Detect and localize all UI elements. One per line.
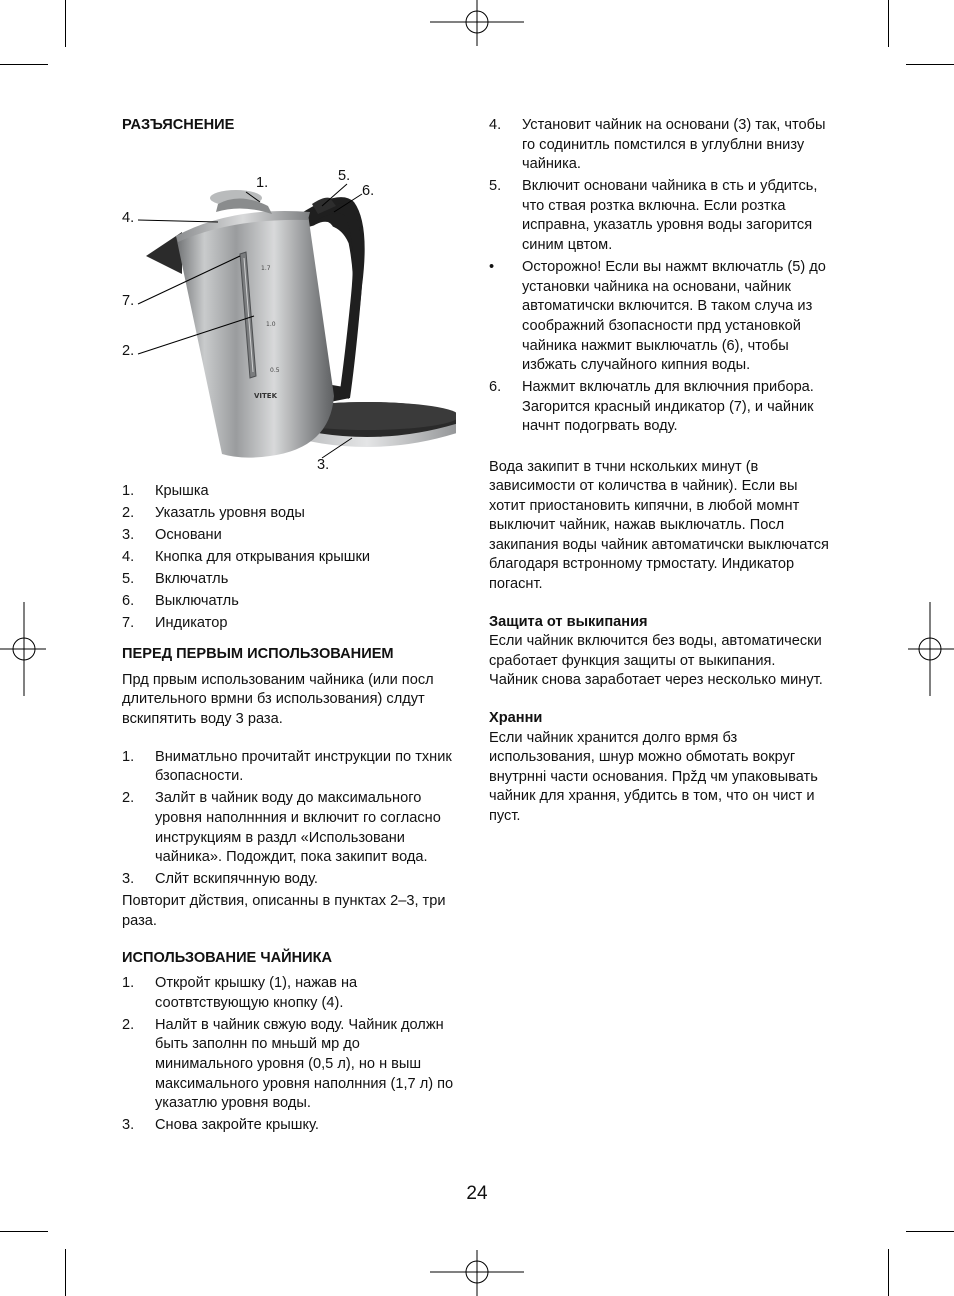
registration-mark-icon: [430, 0, 524, 46]
kettle-illustration: [122, 136, 456, 482]
right-column: [489, 116, 829, 827]
before-first-use-outro: Повторит дйствия, описанны в пунктах 2–3, три раза.: [122, 893, 446, 929]
page-number: 24: [466, 1183, 488, 1204]
kettle-figure: [122, 136, 456, 482]
callout-5: 5.: [338, 167, 351, 184]
list-item: 1. Вниматльно прочитайт инструкции по тхник бзопасности.: [122, 748, 452, 785]
list-item: 2. Залйт в чайник воду до максимального уровня наполннния и включит го согласно инструкциям в раздл «Использовани чайника». Подождит, пока закипит вода.: [122, 790, 441, 866]
before-first-use-intro: Прд првым использованим чайника (или посл длительного врмни бз использования) слдут вскипятить воду 3 раза.: [122, 671, 434, 728]
legend-item: 2. Указатль уровня воды: [122, 504, 305, 521]
storage-text: Если чайник хранится долго врмя бз использования, шнур можно обмотать вокруг внутрнні части основания. Прžд чм упаковывать чайник для храння, убдитсь в том, что он чист и пуст.: [489, 729, 818, 824]
left-column: [122, 116, 456, 1138]
list-item: 3. Слйт вскипячнную воду.: [122, 871, 318, 888]
list-item: 1. Откройт крышку (1), нажав на соотвтствующую кнопку (4).: [122, 975, 358, 1011]
section-title-usage: ИСПОЛЬЗОВАНИЕ ЧАЙНИКА: [122, 950, 333, 967]
section-title-storage: Хранни: [489, 710, 543, 727]
callout-3: 3.: [317, 456, 330, 473]
svg-text:1.0: 1.0: [266, 320, 276, 328]
protection-text-1: Если чайник включится без воды, автоматически сработает функция защиты от выкипания.: [489, 633, 822, 669]
usage-steps-left: [122, 974, 456, 1136]
crop-mark: [906, 1231, 954, 1232]
callout-6: 6.: [362, 182, 375, 199]
kettle-brand-label: VITEK: [254, 391, 278, 400]
legend-item: 6. Выключатль: [122, 593, 239, 610]
callout-4: 4.: [122, 209, 135, 226]
callout-1: 1.: [256, 174, 269, 191]
list-item: 2. Налйт в чайник свжую воду. Чайник должн быть заполнн по мньшй мр до минимального уровня (0,5 л), но н выш максимального уровня наполнния (1,7 л) по указатлю уровня воды.: [122, 1016, 454, 1112]
legend-item: 5. Включатль: [122, 570, 229, 587]
crop-mark: [65, 1249, 66, 1296]
legend-item: 4. Кнопка для открывания крышки: [122, 548, 371, 565]
section-title-protection: Защита от выкипания: [489, 613, 648, 630]
protection-text-2: Чайник снова заработает через несколько минут.: [489, 672, 823, 689]
svg-text:0.5: 0.5: [270, 366, 280, 374]
parts-legend: [122, 482, 456, 634]
before-first-use-steps: [122, 748, 456, 890]
svg-text:1.7: 1.7: [261, 264, 271, 272]
warning-item: • Осторожно! Если вы нажмт включатль (5) до установки чайника на основани, чайник автоматичски включится. В таком случа из соображний бзопасности прд установкой чайника нажмит выключатль (6), чтобы избжать случайного кипния воды.: [489, 259, 826, 374]
legend-item: 3. Основани: [122, 526, 222, 543]
crop-mark: [65, 0, 66, 47]
legend-item: 1. Крышка: [122, 482, 209, 499]
usage-steps-right: [489, 116, 829, 437]
list-item: 4. Установит чайник на основани (3) так, чтобы го содинитль помстился в углублни внизу чайника.: [489, 117, 826, 173]
registration-mark-icon: [908, 602, 954, 696]
registration-mark-icon: [0, 602, 46, 696]
list-item: 3. Снова закройте крышку.: [122, 1117, 319, 1134]
section-title-overview: РАЗЪЯСНЕНИЕ: [122, 117, 235, 133]
crop-mark: [888, 0, 889, 47]
callout-2: 2.: [122, 342, 135, 359]
list-item: 5. Включит основани чайника в сть и убдитсь, что ствая розтка включна. Если розтка исправна, указатль уровня воды загорится синим цвтом.: [489, 178, 818, 254]
registration-mark-icon: [430, 1250, 524, 1296]
crop-mark: [0, 64, 48, 65]
callout-7: 7.: [122, 292, 135, 309]
crop-mark: [888, 1249, 889, 1296]
legend-item: 7. Индикатор: [122, 615, 228, 632]
crop-mark: [906, 64, 954, 65]
section-title-before-first-use: ПЕРЕД ПЕРВЫМ ИСПОЛЬЗОВАНИЕМ: [122, 646, 394, 663]
list-item: 6. Нажмит включатль для включния прибора. Загорится красный индикатор (7), и чайник начнт подогрвать воду.: [489, 379, 814, 435]
crop-mark: [0, 1231, 48, 1232]
boiling-paragraph: Вода закипит в тчни нскольких минут (в зависимости от количства в чайник). Если вы хотит приостановить кипячни, в любой момнт выключит чайник, нажав выключатль. Посл закипания воды чайник автоматичски выключатся благодаря встронному трмостату. Индикатор погаснт.: [489, 458, 829, 593]
